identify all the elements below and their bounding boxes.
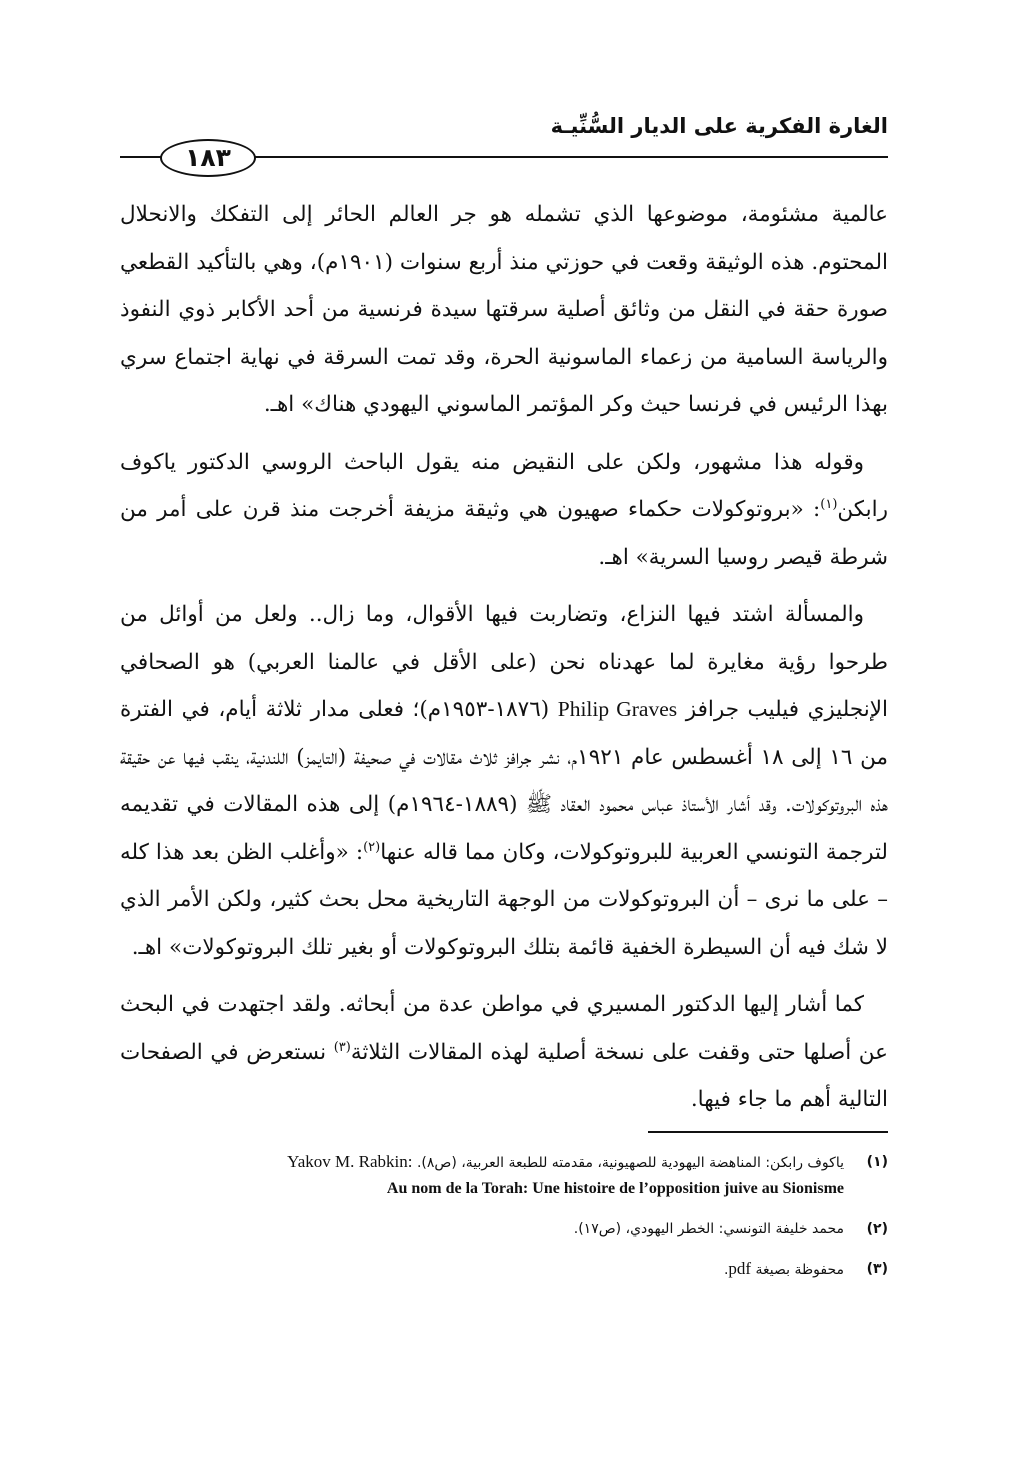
footnote-2: (٢) محمد خليفة التونسي: الخطر اليهودي، (ص١٧). [120, 1216, 888, 1242]
paragraph-4: كما أشار إليها الدكتور المسيري في مواطن عدة من أبحاثه. ولقد اجتهدت في البحث عن أصلها حتى وقفت على نسخة أصلية لهذه المقالات الثلاثة$^{(٣)}$ نستعرض في الصفحات التالية أهم ما جاء فيها. [120, 992, 889, 1112]
footnote-latin: Yakov M. Rabkin: [287, 1152, 413, 1171]
footnote-book-title: Au nom de la Torah: Une histoire de l’opposition juive au Sionisme [386, 1180, 844, 1197]
running-title: الغارة الفكرية على الديار السُّنِّيـة [550, 114, 888, 138]
paragraph-3: والمسألة اشتد فيها النزاع، وتضاربت فيها الأقوال، وما زال.. ولعل من أوائل من طرحوا رؤية مغايرة لما عهدناه نحن (على الأقل في عالمنا العربي) هو الصحافي الإنجليزي فيليب جرافز Philip Graves (١٨٧٦-١٩٥٣م)؛ فعلى مدار ثلاثة أيام، في الفترة من ١٦ إلى ١٨ أغسطس عام ١٩٢١م، نشر جرافز ثلاث مقالات في صحيفة (التايمز) اللندنية، ينقب فيها عن حقيقة هذه البروتوكولات. وقد أشار الأستاذ عباس محمود العقاد ﷺ (١٨٨٩-١٩٦٤م) إلى هذه المقالات في تقديمه لترجمة التونسي العربية للبروتوكولات، وكان مما قاله عنها$^{(٢)}$: «وأغلب الظن بعد هذا كله – على ما نرى – أن البروتوكولات من الوجهة التاريخية محل بحث كثير، ولكن الأمر الذي لا شك فيه أن السيطرة الخفية قائمة بتلك البروتوكولات أو بغير تلك البروتوكولات» اهـ. [120, 602, 889, 960]
paragraph-2: وقوله هذا مشهور، ولكن على النقيض منه يقول الباحث الروسي الدكتور ياكوف رابكن$^{(١)}$: «بروتوكولات حكماء صهيون هي وثيقة مزيفة أخرجت منذ قرن على أمر من شرطة قيصر روسيا السرية» اهـ. [120, 449, 888, 570]
page-header [120, 100, 888, 180]
main-text [120, 191, 888, 1134]
footnote-ref-1[interactable]: (١) [820, 496, 838, 512]
footnote-number: (٣) [866, 1261, 888, 1277]
page-number: ١٨٣ [160, 139, 256, 177]
footnote-3: (٣) محفوظة بصيغة pdf. [120, 1256, 888, 1283]
footnote-1: (١) ياكوف رابكن: المناهضة اليهودية للصهيونية، مقدمته للطبعة العربية، (ص٨). Yakov M. Rabkin: Au nom de la Torah: Une histoire de l’opposition juive au Sionisme [120, 1149, 888, 1202]
footnotes [120, 1149, 888, 1297]
footnote-ref-3[interactable]: (٣) [333, 1039, 351, 1055]
footnote-number: (٢) [866, 1221, 888, 1237]
latin-name: Philip Graves [557, 697, 678, 721]
footnote-number: (١) [866, 1154, 888, 1170]
footnote-ref-2[interactable]: (٢) [363, 839, 381, 855]
footnote-latin: pdf [728, 1259, 752, 1278]
footnote-separator [648, 1131, 888, 1133]
paragraph-1: عالمية مشئومة، موضوعها الذي تشمله هو جر العالم الحائر إلى التفكك والانحلال المحتوم. هذه الوثيقة وقعت في حوزتي منذ أربع سنوات (١٩٠١م)، وهي بالتأكيد القطعي صورة حقة في النقل من وثائق أصلية سرقتها سيدة فرنسية من أحد الأكابر ذوي النفوذ والرياسة السامية من زعماء الماسونية الحرة، وقد تمت السرقة في نهاية اجتماع سري بهذا الرئيس في فرنسا حيث وكر المؤتمر الماسوني اليهودي هناك» اهـ. [120, 202, 888, 417]
